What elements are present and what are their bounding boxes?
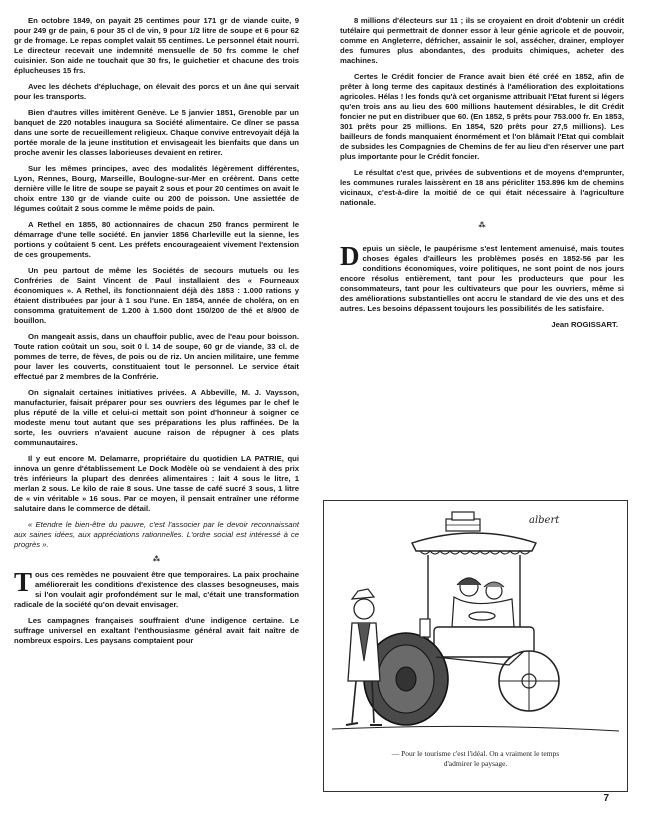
paragraph-with-drop-cap [340,241,624,314]
drop-cap: T [14,567,33,597]
section-separator: ⁂ [152,556,161,563]
left-column [14,16,299,652]
paragraph: En octobre 1849, on payait 25 centimes pour 171 gr de viande cuite, 9 pour 249 gr de pain, 6 pour 35 cl de vin, 9 pour 1/2 litre de soupe et 6 pour 62 gr de fromage. Le repas complet valait 55 centimes. Le personnel était nourri. Le directeur recevait une indemnité mensuelle de 50 frs comme le chef cuisinier. Son aide ne touchait que 30 frs, le guichetier et chacune des trois éplucheuses 15 frs. [14,16,299,75]
paragraph: Il y eut encore M. Delamarre, propriétaire du quotidien LA PATRIE, qui innova un genre d'établissement Le Dock Modèle où se vendaient à des prix très inférieurs la plupart des denrées alimentaires : lait 4 sous le litre, 1 merlan 2 sous. Le kilo de raie 8 sous. Une tasse de café sucré 3 sous, 1 litre de « vin véritable » 16 sous. Par ce moyen, il pensait entraîner une réforme salutaire dans le commerce de détail. [14,454,299,513]
drop-cap: D [340,241,360,271]
paragraph: Bien d'autres villes imitèrent Genève. Le 5 janvier 1851, Grenoble par un banquet de 220 notables inaugura sa Société alimentaire. Ce dîner se passa dans une sorte de recueillement religieux. Chaque convive entrevoyait déjà la portée morale de la jeune institution et envisageait les bienfaits que dans un proche avenir les classes laborieuses devaient en retirer. [14,108,299,157]
caption-line: — Pour le tourisme c'est l'idéal. On a vraiment le temps [391,749,560,758]
right-column [340,16,624,329]
caption-line: d'admirer le paysage. [443,759,508,768]
paragraph: On mangeait assis, dans un chauffoir public, avec de l'eau pour boisson. Toute ration coûtait un sou, soit 0 l. 14 de soupe, 60 gr de viande, 33 cl. de pommes de terre, de fèves, de pois ou de riz. Un ancien militaire, une femme pour laver les couverts, constituaient tout le personnel. Le service était effectué par 2 membres de la Confrérie. [14,332,299,381]
paragraph: Certes le Crédit foncier de France avait bien été créé en 1852, afin de prêter à long terme des capitaux destinés à l'amélioration des exploitations agricoles. Hélas ! les fonds qu'à cet organisme attribuait l'Etat furent si légers qu'en trois ans au lieu des 600 millions hautement désirables, le dit Crédit foncier ne put en distribuer que 60. (En 1852, 5 prêts pour 753.000 fr. En 1853, 301 prêts pour 25 millions. En 1854, 520 prêts pour 27,5 millions). Les bailleurs de fonds manquaient énormément et l'on blâmait l'Etat qui comblait de subsides les Compagnies de Chemins de fer au lieu d'en réserver une part plus importante pour le Crédit foncier. [340,72,624,161]
artist-signature: albert [529,515,560,526]
paragraph: 8 millions d'électeurs sur 11 ; ils se croyaient en droit d'obtenir un crédit tutélaire qui permettrait de donner essor à leur génie agricole et de pouvoir, comme en Angleterre, défricher, assainir le sol, assécher, drainer, employer des fumures plus abondantes, des produits chimiques, acheter des machines. [340,16,624,65]
paragraph: Avec les déchets d'épluchage, on élevait des porcs et un âne qui servait pour les transports. [14,82,299,101]
paragraph: Les campagnes françaises souffraient d'une indigence certaine. Le suffrage universel en exaltant l'enthousiasme général avait fait naître de nombreux espoirs. Les paysans comptaient pour [14,616,299,645]
paragraph: Sur les mêmes principes, avec des modalités légèrement différentes, Lyon, Rennes, Bourg, Marseille, Boulogne-sur-Mer en créèrent. Dans cette dernière ville le litre de soupe se payait 2 sous et pour 20 centimes on avait le choix entre 130 gr de viande cuite ou 200 de poisson. Une assiettée de légumes coûtait 2 sous comme le même poids de pain. [14,164,299,213]
paragraph-text: ous ces remèdes ne pouvaient être que temporaires. La paix prochaine améliorerait les conditions d'existence des classes besogneuses, mais si l'on voulait agir profondément sur le mal, c'était une transformation radicale de la société qu'on devait envisager. [14,570,299,609]
paragraph: Un peu partout de même les Sociétés de secours mutuels ou les Confréries de Saint Vincent de Paul installaient des « Fourneaux économiques ». A Rethel, ils fonctionnaient déjà dès 1853 : 1.000 rations y étaient distribuées par jour à 1 sou l'une. En 1854, année de choléra, on en consomma gratuitement de 1.200 à 1.500 dont 150/200 de thé et 8/900 de bouillon. [14,266,299,325]
paragraph: On signalait certaines initiatives privées. A Abbeville, M. J. Vaysson, manufacturier, faisait préparer pour ses ouvriers des légumes par le chef le plus réputé de la ville et celui-ci mettait son point d'honneur à soigner ce modeste menu tout autant que ses préparations les plus raffinées. De la sorte, les ouvriers n'avaient aucune raison de répugner à ces plats communautaires. [14,388,299,447]
quote-paragraph: « Etendre le bien-être du pauvre, c'est l'associer par le devoir reconnaissant aux saines idées, aux appréciations rationnelles. L'ordre social est intéressé à ce progrès ». [14,520,299,549]
section-separator: ⁂ [478,222,486,229]
paragraph-with-drop-cap [14,567,299,610]
paragraph: Le résultat c'est que, privées de subventions et de moyens d'emprunter, les communes rurales laissèrent en 18 ans péricliter 153.896 km de chemins vicinaux, c'est-à-dire la moitié de ce qui était nécessaire à l'agriculture nationale. [340,168,624,207]
author-signature: Jean ROGISSART. [551,320,618,329]
cartoon-frame [323,500,628,792]
cartoon-caption [324,749,627,769]
cartoon-illustration [324,501,627,746]
page-number: 7 [603,793,609,804]
paragraph-text: epuis un siècle, le paupérisme s'est lentement amenuisé, mais toutes choses égales d'ailleurs les problèmes posés en 1852-56 par les conditions économiques, voire politiques, ne sont point de nos jours encore résolus entièrement, tant pour les producteurs que pour les consommateurs, tant pour les cultivateurs que pour les ouvriers, même si des améliorations substantielles ont accru le standard de vie des uns et des autres. Les besoins dépassent toujours les possibilités de les satisfaire. [340,244,624,313]
paragraph: A Rethel en 1855, 80 actionnaires de chacun 250 francs permirent le démarrage d'une telle société. En janvier 1856 Charleville eut la sienne, les portions y coûtaient 5 cent. Les préfets encourageaient vivement l'extension de ces groupements. [14,220,299,259]
